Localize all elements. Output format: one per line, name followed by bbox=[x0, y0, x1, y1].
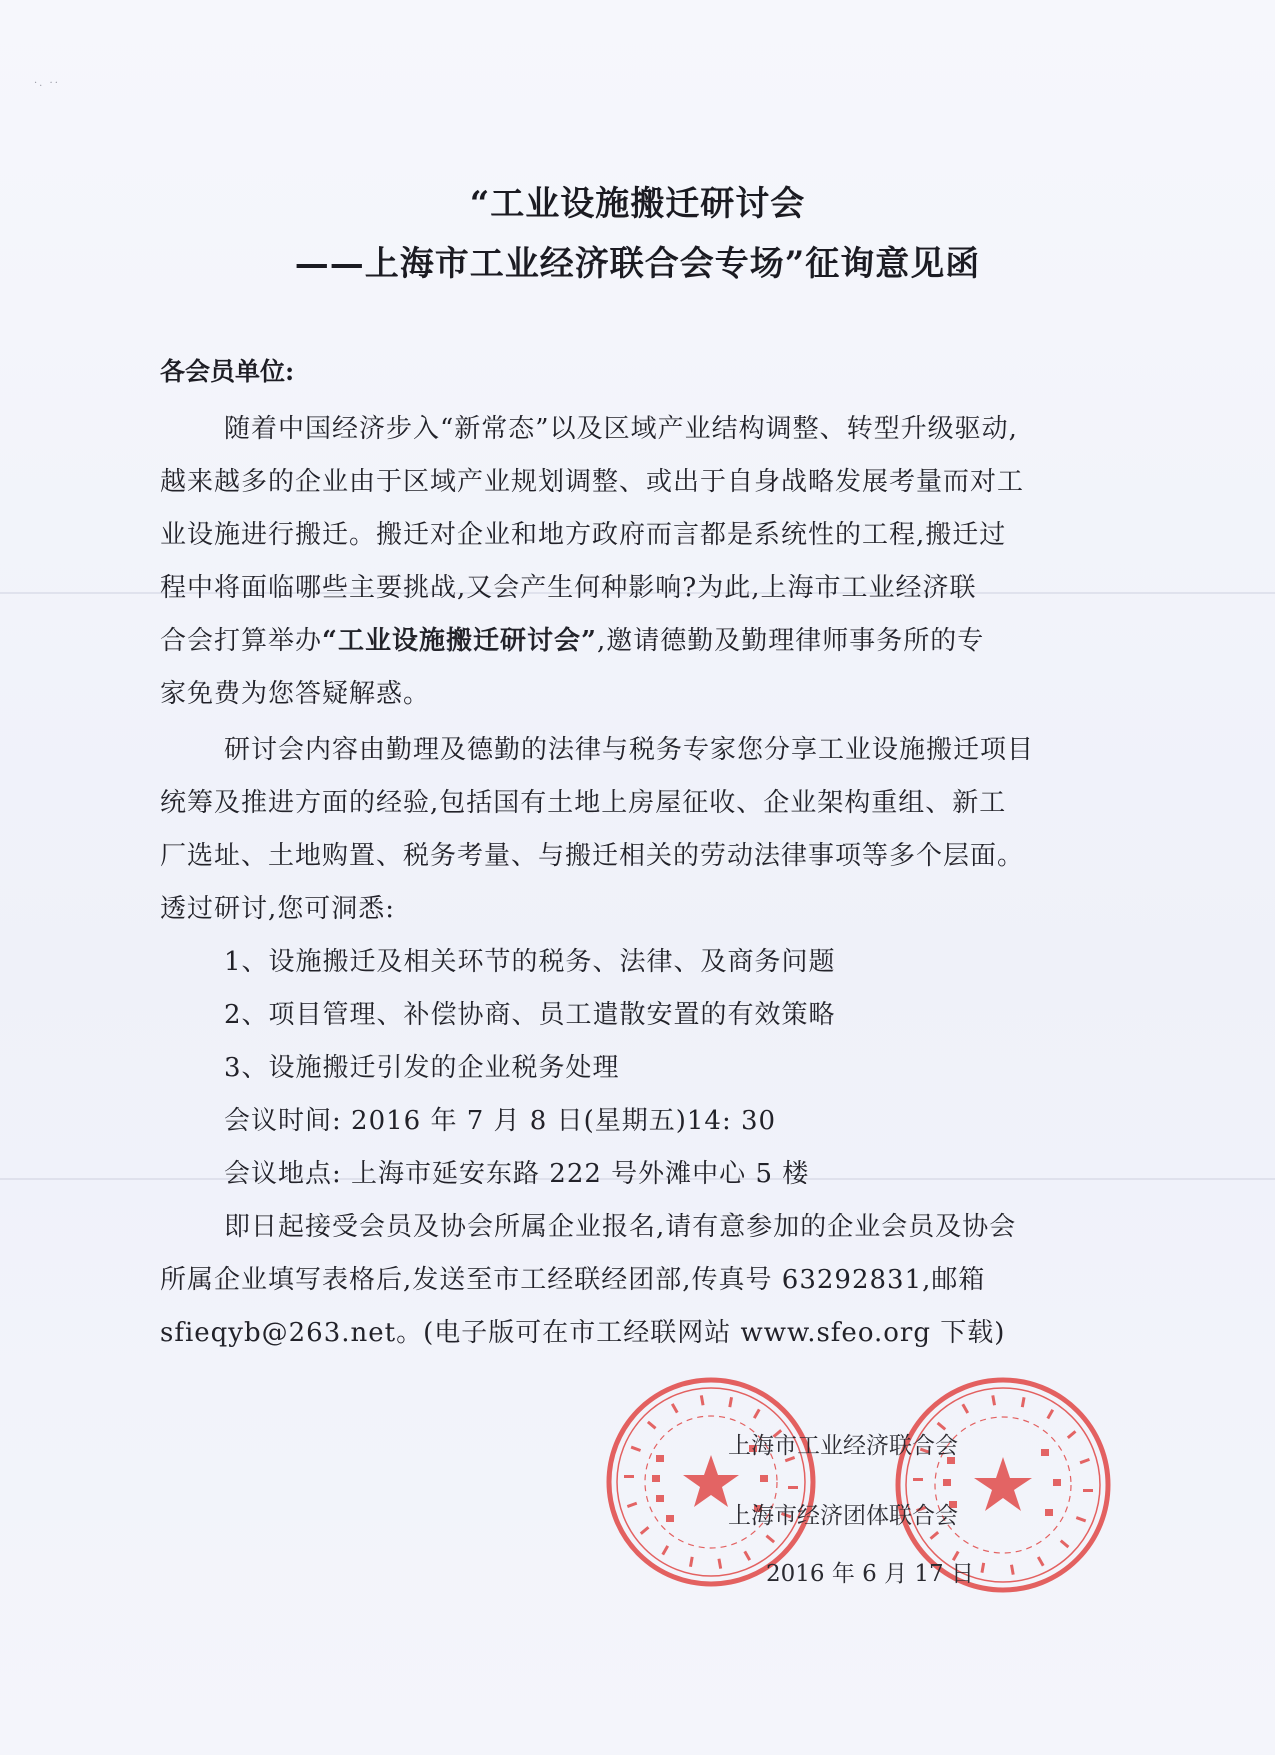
paragraph-1-line: 随着中国经济步入“新常态”以及区域产业结构调整、转型升级驱动, bbox=[224, 414, 1018, 444]
seminar-name-bold: “工业设施搬迁研讨会” bbox=[322, 626, 597, 656]
text-span: 合会打算举办 bbox=[160, 626, 323, 656]
list-item: 3、设施搬迁引发的企业税务处理 bbox=[224, 1053, 620, 1083]
paragraph-2-line: 透过研讨,您可洞悉: bbox=[160, 894, 396, 924]
paragraph-1-line: 程中将面临哪些主要挑战,又会产生何种影响?为此,上海市工业经济联 bbox=[160, 573, 977, 603]
list-item: 1、设施搬迁及相关环节的税务、法律、及商务问题 bbox=[224, 947, 836, 977]
salutation: 各会员单位: bbox=[160, 357, 295, 386]
signature-org-1: 上海市工业经济联合会 bbox=[728, 1433, 958, 1459]
signature-org-2: 上海市经济团体联合会 bbox=[728, 1503, 958, 1529]
document-title-line-2: ——上海市工业经济联合会专场”征询意见函 bbox=[294, 244, 981, 284]
paragraph-3-line: 即日起接受会员及协会所属企业报名,请有意参加的企业会员及协会 bbox=[224, 1212, 1017, 1242]
paragraph-1-line bbox=[160, 620, 984, 657]
paragraph-1-line: 越来越多的企业由于区域产业规划调整、或出于自身战略发展考量而对工 bbox=[160, 467, 1025, 497]
paragraph-2-line: 厂选址、土地购置、税务考量、与搬迁相关的劳动法律事项等多个层面。 bbox=[160, 841, 1025, 871]
signature-date: 2016 年 6 月 17 日 bbox=[766, 1561, 974, 1587]
paragraph-3-line: 所属企业填写表格后,发送至市工经联经团部,传真号 63292831,邮箱 bbox=[160, 1265, 986, 1295]
meeting-place: 会议地点: 上海市延安东路 222 号外滩中心 5 楼 bbox=[224, 1159, 810, 1189]
list-item: 2、项目管理、补偿协商、员工遣散安置的有效策略 bbox=[224, 1000, 836, 1030]
text-span: ,邀请德勤及勤理律师事务所的专 bbox=[596, 626, 985, 656]
meeting-time: 会议时间: 2016 年 7 月 8 日(星期五)14: 30 bbox=[224, 1106, 777, 1136]
paragraph-1-line: 业设施进行搬迁。搬迁对企业和地方政府而言都是系统性的工程,搬迁过 bbox=[160, 520, 1007, 550]
paragraph-1-line: 家免费为您答疑解惑。 bbox=[160, 679, 431, 709]
paragraph-3-line: sfieqyb@263.net。(电子版可在市工经联网站 www.sfeo.org 下载) bbox=[160, 1318, 1006, 1348]
scan-mark: ·. ·· bbox=[34, 78, 60, 89]
paragraph-2-line: 统筹及推进方面的经验,包括国有土地上房屋征收、企业架构重组、新工 bbox=[160, 788, 1007, 818]
document-title-line-1: “工业设施搬迁研讨会 bbox=[469, 184, 806, 224]
paragraph-2-line: 研讨会内容由勤理及德勤的法律与税务专家您分享工业设施搬迁项目 bbox=[224, 735, 1035, 765]
